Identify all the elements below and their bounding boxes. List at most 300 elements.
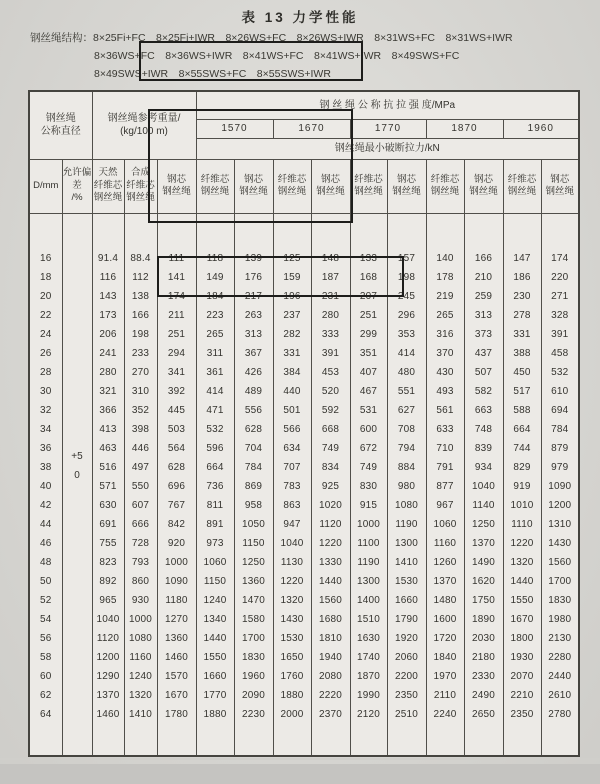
- value-cell: 271: [541, 287, 579, 306]
- value-cell: 125: [273, 249, 311, 268]
- value-cell: 627: [387, 401, 426, 420]
- table-row: [29, 344, 579, 363]
- value-cell: 321: [92, 382, 124, 401]
- value-cell: 783: [273, 477, 311, 496]
- value-cell: 1190: [387, 515, 426, 534]
- value-cell: 834: [311, 458, 350, 477]
- value-cell: 251: [157, 325, 196, 344]
- value-cell: 2200: [387, 667, 426, 686]
- annotation-box-structure: [139, 41, 363, 81]
- value-cell: 830: [350, 477, 387, 496]
- value-cell: 664: [503, 420, 541, 439]
- spacer-cell: [273, 724, 311, 756]
- diameter-cell: 50: [29, 572, 62, 591]
- value-cell: 973: [196, 534, 234, 553]
- sub-header-cell-8: 钢芯 钢丝绳: [311, 159, 350, 213]
- value-cell: 2280: [541, 648, 579, 667]
- value-cell: 391: [311, 344, 350, 363]
- value-cell: 628: [234, 420, 273, 439]
- value-cell: 2650: [464, 705, 503, 724]
- value-cell: 2240: [426, 705, 464, 724]
- value-cell: 708: [387, 420, 426, 439]
- value-cell: 430: [426, 363, 464, 382]
- spacer-cell: [350, 213, 387, 249]
- diameter-cell: 18: [29, 268, 62, 287]
- value-cell: 366: [92, 401, 124, 420]
- diameter-cell: 40: [29, 477, 62, 496]
- structure-line-1-text: 8×25Fi+FC 8×25Fi+IWR 8×26WS+FC 8×26WS+IWR 8×31WS+FC 8×31WS+IWR: [93, 32, 513, 44]
- structure-label: 钢丝绳结构：: [30, 32, 93, 44]
- value-cell: 965: [92, 591, 124, 610]
- value-cell: 133: [350, 249, 387, 268]
- value-cell: 493: [426, 382, 464, 401]
- value-cell: 1790: [387, 610, 426, 629]
- value-cell: 166: [464, 249, 503, 268]
- value-cell: 694: [541, 401, 579, 420]
- value-cell: 1310: [541, 515, 579, 534]
- value-cell: 1700: [234, 629, 273, 648]
- value-cell: 1120: [92, 629, 124, 648]
- value-cell: 1160: [426, 534, 464, 553]
- value-cell: 550: [124, 477, 157, 496]
- value-cell: 930: [124, 591, 157, 610]
- value-cell: 744: [503, 439, 541, 458]
- value-cell: 2330: [464, 667, 503, 686]
- value-cell: 1370: [426, 572, 464, 591]
- value-cell: 2780: [541, 705, 579, 724]
- value-cell: 1480: [426, 591, 464, 610]
- spacer-cell: [503, 724, 541, 756]
- diameter-cell: 32: [29, 401, 62, 420]
- table-row: [29, 686, 579, 705]
- value-cell: 600: [350, 420, 387, 439]
- value-cell: 1880: [196, 705, 234, 724]
- value-cell: 91.4: [92, 249, 124, 268]
- value-cell: 869: [234, 477, 273, 496]
- value-cell: 1720: [426, 629, 464, 648]
- value-cell: 2490: [464, 686, 503, 705]
- value-cell: 980: [387, 477, 426, 496]
- value-cell: 414: [387, 344, 426, 363]
- value-cell: 426: [234, 363, 273, 382]
- value-cell: 361: [196, 363, 234, 382]
- value-cell: 561: [426, 401, 464, 420]
- value-cell: 1360: [157, 629, 196, 648]
- sub-header-cell-6: 钢芯 钢丝绳: [234, 159, 273, 213]
- value-cell: 1110: [503, 515, 541, 534]
- table-row: [29, 325, 579, 344]
- value-cell: 2180: [464, 648, 503, 667]
- header-min-breaking-force: 钢丝绳最小破断拉力/kN: [196, 138, 579, 159]
- sub-header-cell-13: 纤维芯 钢丝绳: [503, 159, 541, 213]
- sub-header-cell-1: 允许偏差 /%: [62, 159, 92, 213]
- value-cell: 1160: [124, 648, 157, 667]
- diameter-cell: 34: [29, 420, 62, 439]
- value-cell: 2510: [387, 705, 426, 724]
- value-cell: 1040: [273, 534, 311, 553]
- value-cell: 1080: [387, 496, 426, 515]
- value-cell: 237: [273, 306, 311, 325]
- value-cell: 2230: [234, 705, 273, 724]
- value-cell: 891: [196, 515, 234, 534]
- value-cell: 710: [426, 439, 464, 458]
- value-cell: 755: [92, 534, 124, 553]
- spacer-cell: [387, 213, 426, 249]
- value-cell: 1460: [92, 705, 124, 724]
- spacer-cell: [234, 724, 273, 756]
- table-row: [29, 648, 579, 667]
- value-cell: 414: [196, 382, 234, 401]
- table-row: [29, 629, 579, 648]
- table-row: [29, 363, 579, 382]
- value-cell: 313: [234, 325, 273, 344]
- value-cell: 1890: [464, 610, 503, 629]
- value-cell: 2440: [541, 667, 579, 686]
- value-cell: 668: [311, 420, 350, 439]
- value-cell: 353: [387, 325, 426, 344]
- value-cell: 1300: [350, 572, 387, 591]
- value-cell: 1670: [157, 686, 196, 705]
- value-cell: 1260: [426, 553, 464, 572]
- value-cell: 556: [234, 401, 273, 420]
- value-cell: 489: [234, 382, 273, 401]
- grade-1870: 1870: [426, 119, 503, 138]
- page-title: 表 13 力学性能: [241, 10, 359, 25]
- value-cell: 1290: [92, 667, 124, 686]
- value-cell: 1830: [234, 648, 273, 667]
- table-row: [29, 610, 579, 629]
- value-cell: 2370: [311, 705, 350, 724]
- value-cell: 1220: [311, 534, 350, 553]
- sub-header-cell-14: 钢芯 钢丝绳: [541, 159, 579, 213]
- value-cell: 1090: [541, 477, 579, 496]
- value-cell: 331: [273, 344, 311, 363]
- value-cell: 207: [350, 287, 387, 306]
- value-cell: 1130: [273, 553, 311, 572]
- value-cell: 341: [157, 363, 196, 382]
- value-cell: 230: [503, 287, 541, 306]
- table-row: [29, 553, 579, 572]
- diameter-cell: 20: [29, 287, 62, 306]
- structure-line-3: 8×49SWS+IWR 8×55SWS+FC 8×55SWS+IWR: [94, 68, 331, 80]
- value-cell: 947: [273, 515, 311, 534]
- value-cell: 1800: [503, 629, 541, 648]
- diameter-cell: 64: [29, 705, 62, 724]
- value-cell: 666: [124, 515, 157, 534]
- value-cell: 333: [311, 325, 350, 344]
- value-cell: 664: [196, 458, 234, 477]
- table-row: [29, 515, 579, 534]
- diameter-cell: 52: [29, 591, 62, 610]
- value-cell: 467: [350, 382, 387, 401]
- value-cell: 1940: [311, 648, 350, 667]
- table-row: [29, 306, 579, 325]
- table-row: [29, 420, 579, 439]
- value-cell: 628: [157, 458, 196, 477]
- table-row: [29, 705, 579, 724]
- value-cell: 174: [541, 249, 579, 268]
- value-cell: 328: [541, 306, 579, 325]
- value-cell: 1340: [196, 610, 234, 629]
- value-cell: 1370: [464, 534, 503, 553]
- value-cell: 453: [311, 363, 350, 382]
- value-cell: 1200: [541, 496, 579, 515]
- table-row: [29, 382, 579, 401]
- value-cell: 118: [196, 249, 234, 268]
- value-cell: 610: [541, 382, 579, 401]
- value-cell: 1080: [124, 629, 157, 648]
- value-cell: 2130: [541, 629, 579, 648]
- value-cell: 564: [157, 439, 196, 458]
- value-cell: 1330: [311, 553, 350, 572]
- value-cell: 1470: [234, 591, 273, 610]
- value-cell: 446: [124, 439, 157, 458]
- value-cell: 630: [92, 496, 124, 515]
- value-cell: 220: [541, 268, 579, 287]
- value-cell: 1120: [311, 515, 350, 534]
- value-cell: 1220: [273, 572, 311, 591]
- spacer-cell: [196, 724, 234, 756]
- value-cell: 551: [387, 382, 426, 401]
- table-row: [29, 572, 579, 591]
- value-cell: 143: [92, 287, 124, 306]
- value-cell: 767: [157, 496, 196, 515]
- page-bottom-band: [0, 764, 600, 784]
- value-cell: 217: [234, 287, 273, 306]
- value-cell: 1570: [157, 667, 196, 686]
- spacer-cell: [29, 724, 62, 756]
- value-cell: 111: [157, 249, 196, 268]
- spacer-cell: [157, 724, 196, 756]
- value-cell: 1840: [426, 648, 464, 667]
- value-cell: 967: [426, 496, 464, 515]
- value-cell: 2110: [426, 686, 464, 705]
- value-cell: 1400: [350, 591, 387, 610]
- sub-header-cell-4: 钢芯 钢丝绳: [157, 159, 196, 213]
- value-cell: 1660: [196, 667, 234, 686]
- value-cell: 157: [387, 249, 426, 268]
- value-cell: 316: [426, 325, 464, 344]
- page-bottom-line: [0, 758, 600, 760]
- value-cell: 140: [426, 249, 464, 268]
- value-cell: 507: [464, 363, 503, 382]
- table-row: [29, 534, 579, 553]
- value-cell: 1360: [234, 572, 273, 591]
- table-row: [29, 439, 579, 458]
- value-cell: 1000: [124, 610, 157, 629]
- value-cell: 1680: [311, 610, 350, 629]
- value-cell: 2070: [503, 667, 541, 686]
- value-cell: 407: [350, 363, 387, 382]
- value-cell: 596: [196, 439, 234, 458]
- value-cell: 892: [92, 572, 124, 591]
- value-cell: 198: [124, 325, 157, 344]
- value-cell: 463: [92, 439, 124, 458]
- value-cell: 187: [311, 268, 350, 287]
- value-cell: 1240: [196, 591, 234, 610]
- value-cell: 278: [503, 306, 541, 325]
- value-cell: 196: [273, 287, 311, 306]
- spacer-cell: [503, 213, 541, 249]
- value-cell: 748: [464, 420, 503, 439]
- value-cell: 884: [387, 458, 426, 477]
- value-cell: 265: [196, 325, 234, 344]
- value-cell: 1050: [234, 515, 273, 534]
- value-cell: 607: [124, 496, 157, 515]
- table-row: [29, 591, 579, 610]
- value-cell: 1150: [234, 534, 273, 553]
- value-cell: 294: [157, 344, 196, 363]
- value-cell: 728: [124, 534, 157, 553]
- value-cell: 413: [92, 420, 124, 439]
- value-cell: 691: [92, 515, 124, 534]
- value-cell: 1650: [273, 648, 311, 667]
- value-cell: 313: [464, 306, 503, 325]
- value-cell: 2210: [503, 686, 541, 705]
- value-cell: 934: [464, 458, 503, 477]
- diameter-cell: 54: [29, 610, 62, 629]
- value-cell: 1010: [503, 496, 541, 515]
- value-cell: 1440: [503, 572, 541, 591]
- sub-header-cell-9: 纤维芯 钢丝绳: [350, 159, 387, 213]
- value-cell: 351: [350, 344, 387, 363]
- value-cell: 178: [426, 268, 464, 287]
- value-cell: 280: [92, 363, 124, 382]
- header-tensile-strength: 钢 丝 绳 公 称 抗 拉 强 度/MPa: [196, 91, 579, 119]
- header-nominal-diameter: 钢丝绳 公称直径: [29, 91, 92, 159]
- sub-header-cell-7: 纤维芯 钢丝绳: [273, 159, 311, 213]
- value-cell: 1740: [350, 648, 387, 667]
- value-cell: 1040: [92, 610, 124, 629]
- value-cell: 663: [464, 401, 503, 420]
- value-cell: 184: [196, 287, 234, 306]
- value-cell: 1510: [350, 610, 387, 629]
- value-cell: 979: [541, 458, 579, 477]
- value-cell: 503: [157, 420, 196, 439]
- value-cell: 1440: [311, 572, 350, 591]
- value-cell: 1220: [503, 534, 541, 553]
- value-cell: 592: [311, 401, 350, 420]
- sub-header-cell-5: 纤维芯 钢丝绳: [196, 159, 234, 213]
- value-cell: 2350: [387, 686, 426, 705]
- value-cell: 829: [503, 458, 541, 477]
- value-cell: 1750: [464, 591, 503, 610]
- value-cell: 186: [503, 268, 541, 287]
- value-cell: 2120: [350, 705, 387, 724]
- value-cell: 1250: [464, 515, 503, 534]
- value-cell: 173: [92, 306, 124, 325]
- value-cell: 1060: [196, 553, 234, 572]
- value-cell: 1560: [311, 591, 350, 610]
- value-cell: 532: [196, 420, 234, 439]
- value-cell: 1660: [387, 591, 426, 610]
- value-cell: 1370: [92, 686, 124, 705]
- value-cell: 919: [503, 477, 541, 496]
- value-cell: 877: [426, 477, 464, 496]
- value-cell: 2090: [234, 686, 273, 705]
- diameter-cell: 22: [29, 306, 62, 325]
- grade-1570: 1570: [196, 119, 273, 138]
- value-cell: 736: [196, 477, 234, 496]
- value-cell: 532: [541, 363, 579, 382]
- value-cell: 206: [92, 325, 124, 344]
- value-cell: 1830: [541, 591, 579, 610]
- spacer-cell: [350, 724, 387, 756]
- value-cell: 149: [196, 268, 234, 287]
- sub-header-cell-0: D/mm: [29, 159, 62, 213]
- value-cell: 148: [311, 249, 350, 268]
- table-row: [29, 477, 579, 496]
- value-cell: 392: [157, 382, 196, 401]
- grade-1960: 1960: [503, 119, 579, 138]
- spacer-row-bottom: [29, 724, 579, 756]
- value-cell: 823: [92, 553, 124, 572]
- value-cell: 839: [464, 439, 503, 458]
- table-row: [29, 458, 579, 477]
- value-cell: 1970: [426, 667, 464, 686]
- value-cell: 299: [350, 325, 387, 344]
- value-cell: 265: [426, 306, 464, 325]
- value-cell: 1180: [157, 591, 196, 610]
- value-cell: 1300: [387, 534, 426, 553]
- value-cell: 582: [464, 382, 503, 401]
- sub-header-cell-11: 纤维芯 钢丝绳: [426, 159, 464, 213]
- grade-1770: 1770: [350, 119, 426, 138]
- value-cell: 1150: [196, 572, 234, 591]
- diameter-cell: 46: [29, 534, 62, 553]
- value-cell: 1410: [124, 705, 157, 724]
- value-cell: 566: [273, 420, 311, 439]
- value-cell: 1490: [464, 553, 503, 572]
- value-cell: 501: [273, 401, 311, 420]
- value-cell: 1760: [273, 667, 311, 686]
- value-cell: 2610: [541, 686, 579, 705]
- value-cell: 520: [311, 382, 350, 401]
- value-cell: 1140: [464, 496, 503, 515]
- diameter-cell: 38: [29, 458, 62, 477]
- value-cell: 1920: [387, 629, 426, 648]
- value-cell: 1560: [541, 553, 579, 572]
- value-cell: 860: [124, 572, 157, 591]
- diameter-cell: 58: [29, 648, 62, 667]
- tolerance-cell: +5 0: [62, 213, 92, 756]
- value-cell: 958: [234, 496, 273, 515]
- spacer-cell: [124, 724, 157, 756]
- value-cell: 1530: [387, 572, 426, 591]
- value-cell: 784: [234, 458, 273, 477]
- diameter-cell: 24: [29, 325, 62, 344]
- value-cell: 219: [426, 287, 464, 306]
- value-cell: 696: [157, 477, 196, 496]
- value-cell: 1320: [503, 553, 541, 572]
- structure-line-2: 8×36WS+FC 8×36WS+IWR 8×41WS+FC 8×41WS+IWR 8×49SWS+FC: [94, 50, 460, 62]
- spacer-cell: [426, 724, 464, 756]
- value-cell: 1040: [464, 477, 503, 496]
- value-cell: 245: [387, 287, 426, 306]
- value-cell: 1320: [124, 686, 157, 705]
- value-cell: 571: [92, 477, 124, 496]
- value-cell: 198: [387, 268, 426, 287]
- spacer-cell: [29, 213, 62, 249]
- value-cell: 231: [311, 287, 350, 306]
- value-cell: 388: [503, 344, 541, 363]
- value-cell: 1930: [503, 648, 541, 667]
- value-cell: 1000: [157, 553, 196, 572]
- value-cell: 373: [464, 325, 503, 344]
- value-cell: 2030: [464, 629, 503, 648]
- value-cell: 2080: [311, 667, 350, 686]
- table-row: [29, 401, 579, 420]
